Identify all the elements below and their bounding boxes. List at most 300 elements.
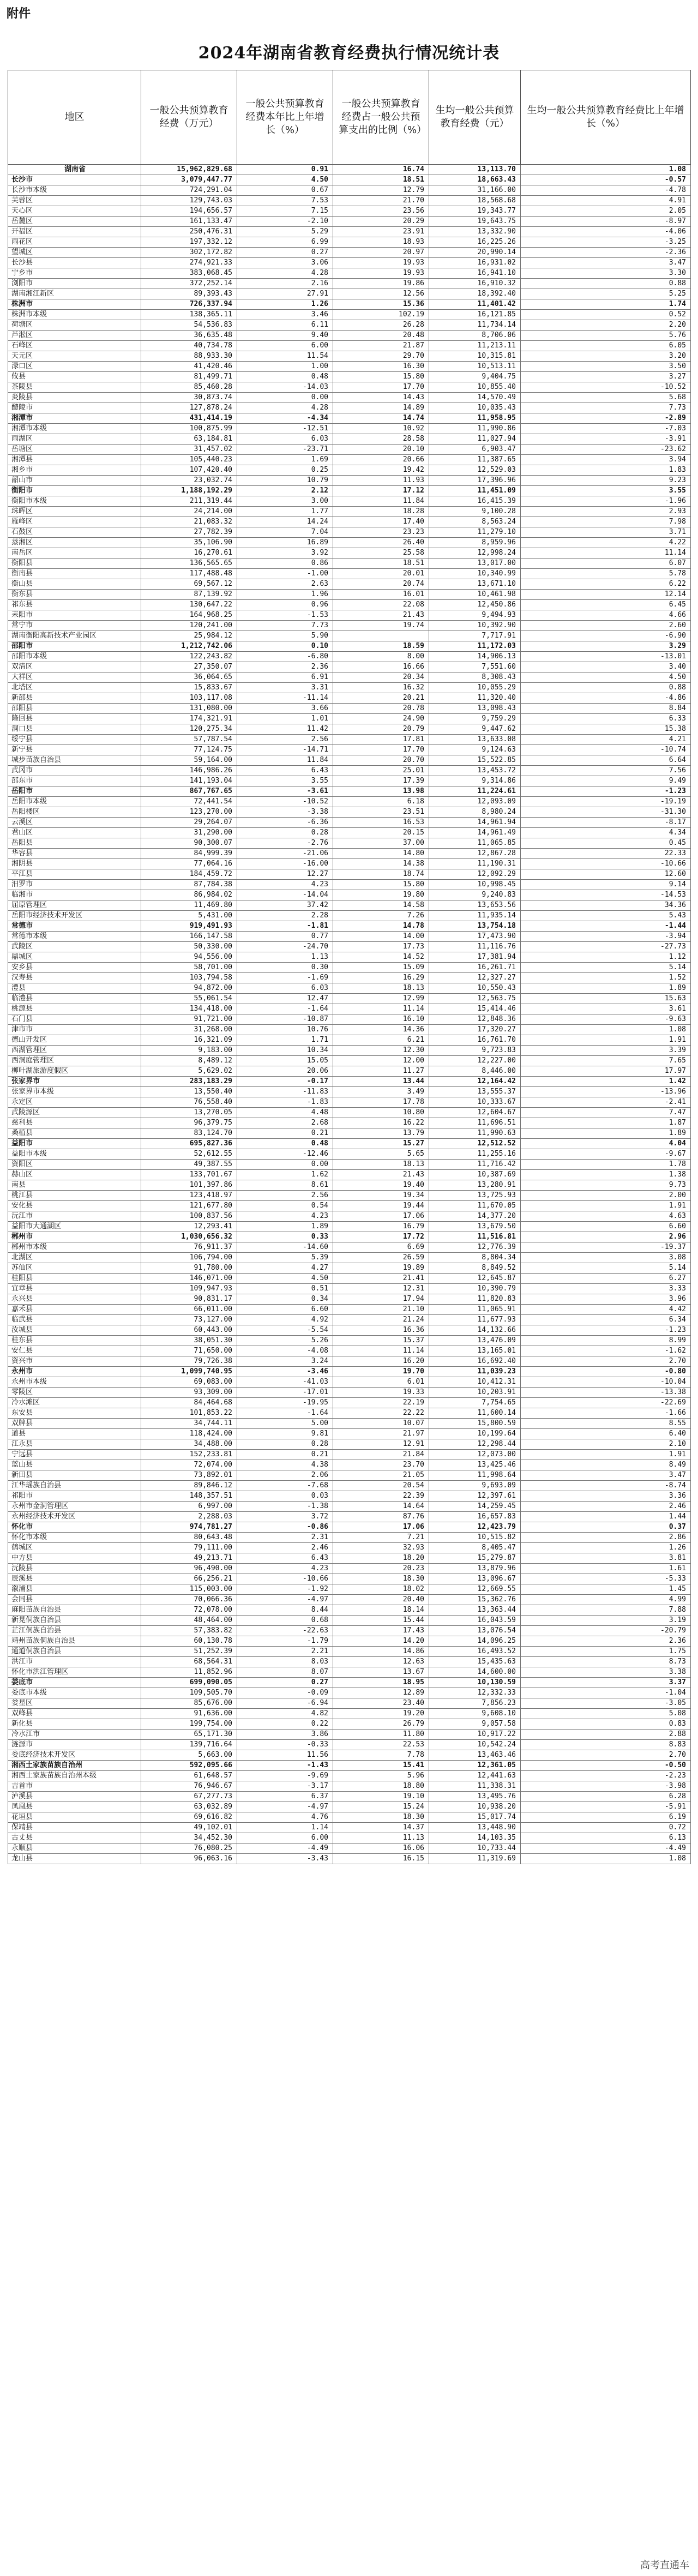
table-row [8,818,691,828]
value-cell: 4.76 [237,1812,333,1823]
value-cell: 9,314.86 [429,776,521,786]
value-cell: 5.25 [521,289,691,299]
value-cell: -23.62 [521,445,691,455]
value-cell: 13,679.50 [429,1222,521,1232]
value-cell: 65,171.30 [141,1730,237,1740]
value-cell: 18.13 [333,983,429,994]
table-row [8,548,691,559]
value-cell: 19.93 [333,268,429,279]
region-cell: 怀化市洪江管理区 [8,1667,141,1678]
value-cell: 16.36 [333,1325,429,1336]
value-cell: 7.78 [333,1750,429,1761]
value-cell: 11,255.16 [429,1149,521,1160]
value-cell: 14.86 [333,1647,429,1657]
value-cell: 11,990.63 [429,1128,521,1139]
value-cell: 79,111.00 [141,1543,237,1553]
value-cell: 18.30 [333,1812,429,1823]
region-cell: 西洞庭管理区 [8,1056,141,1066]
value-cell: -23.71 [237,445,333,455]
region-cell: 怀化市本级 [8,1533,141,1543]
value-cell: 11.27 [333,1066,429,1077]
value-cell: 22.19 [333,1398,429,1408]
value-cell: 2.63 [237,579,333,590]
region-cell: 娄底经济技术开发区 [8,1750,141,1761]
value-cell: 1,099,740.95 [141,1367,237,1377]
value-cell: 100,875.99 [141,424,237,434]
value-cell: 10.34 [237,1046,333,1056]
region-cell: 资兴市 [8,1356,141,1367]
table-row [8,1336,691,1346]
value-cell: 13,754.18 [429,921,521,932]
value-cell: 15.27 [333,1139,429,1149]
region-cell: 江永县 [8,1439,141,1450]
value-cell: 11,734.14 [429,320,521,331]
value-cell: 12.56 [333,289,429,299]
value-cell: 15,414.46 [429,1004,521,1014]
value-cell: 26.28 [333,320,429,331]
value-cell: 7.98 [521,517,691,527]
value-cell: 0.91 [237,165,333,175]
value-cell: -4.97 [237,1595,333,1605]
value-cell: 1.26 [237,299,333,310]
region-cell: 华容县 [8,849,141,859]
value-cell: 30,873.74 [141,393,237,403]
value-cell: 4.27 [237,1263,333,1274]
value-cell: -3.43 [237,1854,333,1864]
value-cell: -12.51 [237,424,333,434]
value-cell: 1,030,656.32 [141,1232,237,1242]
value-cell: 9,124.63 [429,745,521,755]
value-cell: 17.06 [333,1211,429,1222]
table-row [8,1242,691,1253]
region-cell: 益阳市大通湖区 [8,1222,141,1232]
value-cell: 73,892.01 [141,1470,237,1481]
region-cell: 辰溪县 [8,1574,141,1584]
value-cell: 22.39 [333,1491,429,1502]
table-row [8,248,691,258]
region-cell: 望城区 [8,248,141,258]
value-cell: -4.97 [237,1802,333,1812]
value-cell: 9,057.58 [429,1719,521,1730]
value-cell: 16,692.40 [429,1356,521,1367]
table-row [8,1201,691,1211]
value-cell: 16,261.71 [429,963,521,973]
value-cell: 7.88 [521,1605,691,1616]
table-row [8,237,691,248]
value-cell: -11.83 [237,1087,333,1097]
value-cell: 6.21 [333,1035,429,1046]
table-row [8,455,691,465]
value-cell: 5.14 [521,963,691,973]
value-cell: 16.06 [333,1844,429,1854]
value-cell: 10.79 [237,476,333,486]
table-row [8,735,691,745]
region-cell: 沅江市 [8,1211,141,1222]
value-cell: 15,800.59 [429,1419,521,1429]
value-cell: 0.72 [521,1823,691,1833]
value-cell: 8.55 [521,1419,691,1429]
value-cell: 19.89 [333,1263,429,1274]
region-cell: 新邵县 [8,693,141,704]
region-cell: 永州市本级 [8,1377,141,1388]
region-cell: 苏仙区 [8,1263,141,1274]
value-cell: 14,259.45 [429,1502,521,1512]
table-row [8,1284,691,1294]
value-cell: 17,381.94 [429,952,521,963]
value-cell: 8,308.43 [429,672,521,683]
value-cell: 0.00 [237,1160,333,1170]
value-cell: 2.00 [521,1191,691,1201]
value-cell: 12.00 [333,1056,429,1066]
value-cell: 100,837.56 [141,1211,237,1222]
value-cell: 13,363.44 [429,1605,521,1616]
value-cell: 13,017.00 [429,559,521,569]
value-cell: 12,332.33 [429,1688,521,1698]
value-cell: 11,958.95 [429,413,521,424]
value-cell: 15.41 [333,1761,429,1771]
value-cell: 0.21 [237,1450,333,1460]
region-cell: 岳阳市 [8,786,141,797]
value-cell: 12.14 [521,590,691,600]
value-cell: 15,435.63 [429,1657,521,1667]
value-cell: 11,027.94 [429,434,521,445]
value-cell: 19.80 [333,890,429,900]
value-cell: 14,570.49 [429,393,521,403]
header-budget: 一般公共预算教育经费（万元） [141,70,237,165]
value-cell: -1.23 [521,1325,691,1336]
region-cell: 涟源市 [8,1740,141,1750]
value-cell: 16.53 [333,818,429,828]
table-row [8,1160,691,1170]
value-cell: 6,997.00 [141,1502,237,1512]
region-cell: 新晃侗族自治县 [8,1616,141,1626]
value-cell: 146,986.26 [141,766,237,776]
table-row [8,1118,691,1128]
value-cell: 49,387.55 [141,1160,237,1170]
value-cell: 69,567.12 [141,579,237,590]
region-cell: 安化县 [8,1201,141,1211]
table-row [8,1367,691,1377]
header-budget-share: 一般公共预算教育经费占一般公共预算支出的比例（%） [333,70,429,165]
table-row [8,320,691,331]
value-cell: -5.33 [521,1574,691,1584]
value-cell: 63,184.81 [141,434,237,445]
value-cell: 12,327.27 [429,973,521,983]
value-cell: 4.04 [521,1139,691,1149]
region-cell: 云溪区 [8,818,141,828]
value-cell: -22.69 [521,1398,691,1408]
value-cell: 141,193.04 [141,776,237,786]
region-cell: 雁峰区 [8,517,141,527]
value-cell: 23.40 [333,1698,429,1709]
value-cell: 14,600.00 [429,1667,521,1678]
region-cell: 天心区 [8,206,141,217]
value-cell: 87,784.38 [141,880,237,890]
table-row [8,1802,691,1812]
value-cell: 133,701.67 [141,1170,237,1180]
region-cell: 常德市本级 [8,932,141,942]
value-cell: 8,405.47 [429,1543,521,1553]
value-cell: -6.36 [237,818,333,828]
value-cell: 10.76 [237,1025,333,1035]
table-row [8,1232,691,1242]
table-row [8,1035,691,1046]
value-cell: 85,460.28 [141,382,237,393]
region-cell: 张家界市本级 [8,1087,141,1097]
value-cell: 12,092.29 [429,869,521,880]
value-cell: 17.72 [333,1232,429,1242]
value-cell: 122,243.82 [141,652,237,662]
value-cell: 109,505.70 [141,1688,237,1698]
value-cell: 14,961.49 [429,828,521,838]
region-cell: 双牌县 [8,1419,141,1429]
value-cell: 11,852.96 [141,1667,237,1678]
value-cell: 17.94 [333,1294,429,1305]
value-cell: 50,330.00 [141,942,237,952]
value-cell: 6.19 [521,1812,691,1823]
region-cell: 娄底市本级 [8,1688,141,1698]
value-cell: 2.12 [237,486,333,496]
value-cell: 13,653.56 [429,900,521,911]
value-cell: 106,794.00 [141,1253,237,1263]
value-cell: -1.69 [237,973,333,983]
value-cell: 18.51 [333,559,429,569]
value-cell: 14.52 [333,952,429,963]
table-row [8,1574,691,1584]
value-cell: 12,164.42 [429,1077,521,1087]
value-cell: -9.67 [521,1149,691,1160]
table-row [8,1491,691,1502]
value-cell: 84,999.39 [141,849,237,859]
value-cell: 3.06 [237,258,333,268]
value-cell: -10.52 [237,797,333,807]
region-cell: 新田县 [8,1470,141,1481]
value-cell: 3.94 [521,455,691,465]
value-cell: 14.37 [333,1823,429,1833]
value-cell: 383,068.45 [141,268,237,279]
table-row [8,590,691,600]
value-cell: -3.25 [521,237,691,248]
value-cell: 10.07 [333,1419,429,1429]
value-cell: 16,931.02 [429,258,521,268]
value-cell: 9,404.75 [429,372,521,382]
value-cell: 19.10 [333,1792,429,1802]
value-cell: 13,332.90 [429,227,521,237]
value-cell: 3.96 [521,1294,691,1305]
value-cell: 0.25 [237,465,333,476]
value-cell: 7,717.91 [429,631,521,641]
value-cell: 34,488.00 [141,1439,237,1450]
value-cell: 1.71 [237,1035,333,1046]
value-cell: 28.58 [333,434,429,445]
table-row [8,424,691,434]
value-cell: 2.86 [521,1533,691,1543]
value-cell: -13.01 [521,652,691,662]
value-cell: 11,670.05 [429,1201,521,1211]
value-cell: 16.74 [333,165,429,175]
value-cell: 63,032.89 [141,1802,237,1812]
value-cell: 16.01 [333,590,429,600]
value-cell: 12,645.87 [429,1274,521,1284]
table-row [8,869,691,880]
value-cell: 2.05 [521,206,691,217]
table-row [8,1180,691,1191]
value-cell: 94,872.00 [141,983,237,994]
table-row [8,299,691,310]
region-cell: 宜章县 [8,1284,141,1294]
value-cell: 1.00 [237,362,333,372]
value-cell: 0.03 [237,1491,333,1502]
value-cell: 2.16 [237,279,333,289]
value-cell: 4.28 [237,268,333,279]
value-cell: 13,453.72 [429,766,521,776]
value-cell: -6.90 [521,631,691,641]
region-cell: 泸溪县 [8,1792,141,1802]
value-cell: 5,663.00 [141,1750,237,1761]
table-row [8,413,691,424]
table-row [8,165,691,175]
value-cell: 11,469.80 [141,900,237,911]
value-cell: 18,568.68 [429,196,521,206]
value-cell: -1.43 [237,1761,333,1771]
region-cell: 衡山县 [8,579,141,590]
value-cell: 14.24 [237,517,333,527]
value-cell: 10,130.59 [429,1678,521,1688]
value-cell: 2.60 [521,621,691,631]
value-cell: 51,252.39 [141,1647,237,1657]
value-cell: 13,725.93 [429,1191,521,1201]
value-cell: 14.80 [333,849,429,859]
value-cell: 103,794.58 [141,973,237,983]
region-cell: 渌口区 [8,362,141,372]
region-cell: 攸县 [8,372,141,382]
value-cell: 93,309.00 [141,1388,237,1398]
value-cell: 19.86 [333,279,429,289]
value-cell: -17.01 [237,1388,333,1398]
value-cell: 25.58 [333,548,429,559]
value-cell: -8.97 [521,217,691,227]
table-row [8,828,691,838]
value-cell: -0.17 [237,1077,333,1087]
value-cell: 22.33 [521,849,691,859]
region-cell: 永顺县 [8,1844,141,1854]
value-cell: 7.73 [237,621,333,631]
value-cell: 211,319.44 [141,496,237,507]
value-cell: 58,701.00 [141,963,237,973]
region-cell: 花垣县 [8,1812,141,1823]
region-cell: 怀化市 [8,1522,141,1533]
region-cell: 屈原管理区 [8,900,141,911]
value-cell: 12,450.86 [429,600,521,610]
value-cell: 19.42 [333,465,429,476]
table-row [8,1077,691,1087]
value-cell: 14.74 [333,413,429,424]
value-cell: 90,300.07 [141,838,237,849]
region-cell: 零陵区 [8,1388,141,1398]
value-cell: 0.27 [237,248,333,258]
value-cell: 1.08 [521,1854,691,1864]
table-row [8,1294,691,1305]
value-cell: 14,961.94 [429,818,521,828]
value-cell: -9.69 [237,1771,333,1781]
value-cell: 1.62 [237,1170,333,1180]
region-cell: 临澧县 [8,994,141,1004]
value-cell: 20.34 [333,672,429,683]
value-cell: 17.78 [333,1097,429,1108]
region-cell: 株洲市 [8,299,141,310]
value-cell: 2.56 [237,735,333,745]
value-cell: 11.13 [333,1833,429,1844]
value-cell: 86,984.02 [141,890,237,900]
value-cell: -12.46 [237,1149,333,1160]
table-row [8,175,691,185]
value-cell: -0.57 [521,175,691,185]
table-row [8,1222,691,1232]
value-cell: -14.53 [521,890,691,900]
value-cell: 17.06 [333,1522,429,1533]
region-cell: 嘉禾县 [8,1305,141,1315]
value-cell: 18.20 [333,1553,429,1564]
value-cell: 11.84 [237,755,333,766]
value-cell: 36,064.65 [141,672,237,683]
value-cell: 136,565.65 [141,559,237,569]
table-row [8,1315,691,1325]
table-row [8,952,691,963]
value-cell: 72,074.00 [141,1460,237,1470]
table-row [8,1823,691,1833]
value-cell: 14.89 [333,403,429,413]
table-row [8,1356,691,1367]
value-cell: 21.97 [333,1429,429,1439]
region-cell: 湖南湘江新区 [8,289,141,299]
value-cell: 0.37 [521,1522,691,1533]
table-row [8,662,691,672]
value-cell: 6.33 [521,714,691,724]
value-cell: 8.03 [237,1657,333,1667]
region-cell: 湘潭县 [8,455,141,465]
value-cell: 6.27 [521,1274,691,1284]
value-cell: 11,338.31 [429,1781,521,1792]
value-cell: 152,233.81 [141,1450,237,1460]
table-row [8,185,691,196]
region-cell: 吉首市 [8,1781,141,1792]
value-cell: -0.80 [521,1367,691,1377]
value-cell: 18.30 [333,1574,429,1584]
value-cell: 20.23 [333,1564,429,1574]
value-cell: 12,998.24 [429,548,521,559]
value-cell: 20.06 [237,1066,333,1077]
value-cell: 70,066.36 [141,1595,237,1605]
value-cell: 16,043.59 [429,1616,521,1626]
value-cell: 0.00 [237,393,333,403]
value-cell: 10,542.24 [429,1740,521,1750]
table-row [8,258,691,268]
value-cell: 9,759.29 [429,714,521,724]
value-cell: 68,564.31 [141,1657,237,1667]
value-cell: -8.74 [521,1481,691,1491]
value-cell: 15.80 [333,880,429,890]
value-cell: 11,320.40 [429,693,521,704]
value-cell: 431,414.19 [141,413,237,424]
table-row [8,1740,691,1750]
table-row [8,382,691,393]
value-cell: 21.70 [333,196,429,206]
region-cell: 汨罗市 [8,880,141,890]
table-row [8,1771,691,1781]
value-cell: 9,183.00 [141,1046,237,1056]
value-cell: 9.14 [521,880,691,890]
value-cell: -1.62 [521,1346,691,1356]
